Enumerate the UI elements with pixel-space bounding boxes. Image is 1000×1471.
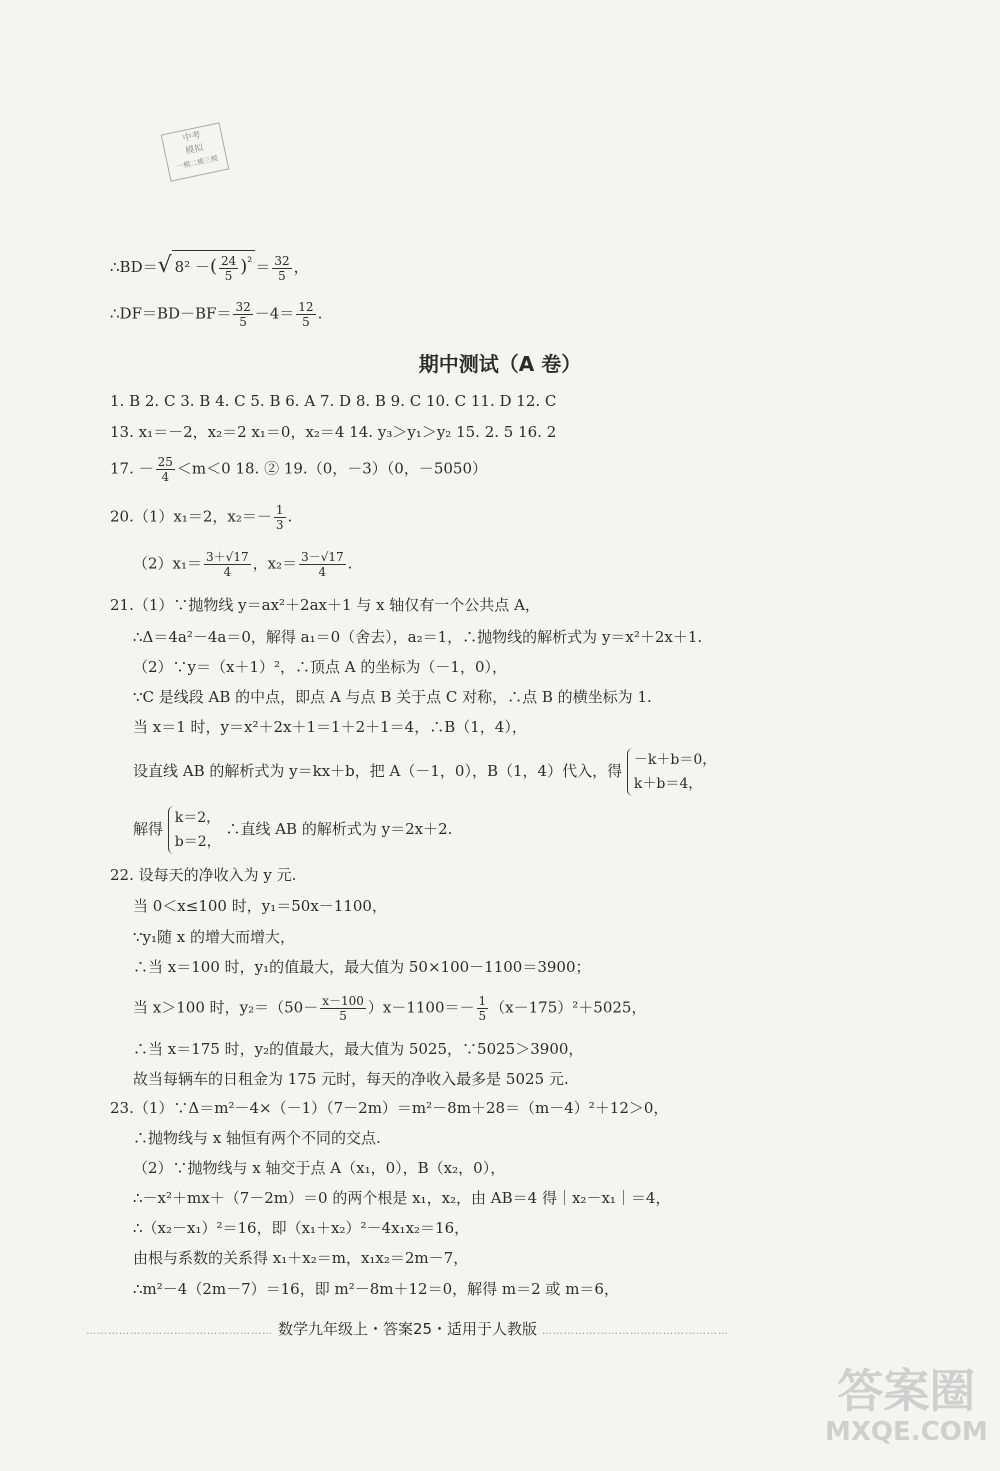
- system-brace-2: k＝2， b＝2，: [168, 806, 221, 854]
- bd-equation: ∴BD＝√ 8² －( $\frac{24}{5}$ )$^{^2}$ ＝ $\frac{32}{5}$ ，: [110, 250, 309, 283]
- page-footer: …………………………………………… 数学九年级上・答案25・适用于人教版 ……………………………………………: [86, 1320, 729, 1338]
- q21-line-3: （2）∵y＝（x＋1）²，∴顶点 A 的坐标为（－1，0），: [133, 658, 507, 676]
- footer-text: 数学九年级上・答案25・适用于人教版: [277, 1320, 538, 1338]
- q22-line-3: ∵y₁随 x 的增大而增大，: [133, 928, 296, 946]
- answer-20-1: 20.（1）x₁＝2，x₂＝－ $\frac{1}{3}$ .: [110, 503, 293, 532]
- q22-line-2: 当 0＜x≤100 时，y₁＝50x－1100，: [133, 897, 387, 915]
- q23-line-4: ∴－x²＋mx＋（7－2m）＝0 的两个根是 x₁，x₂，由 AB＝4 得｜x₂－x₁｜＝4，: [133, 1189, 671, 1207]
- watermark-logo: 答案圈 MXQE.COM: [825, 1364, 988, 1447]
- q23-line-7: ∴m²－4（2m－7）＝16，即 m²－8m＋12＝0，解得 m＝2 或 m＝6，: [133, 1280, 619, 1298]
- q21-line-6: 设直线 AB 的解析式为 y＝kx＋b，把 A（－1，0），B（1，4）代入，得 －k＋b＝0， k＋b＝4，: [133, 748, 716, 796]
- q22-line-4: ∴当 x＝100 时，y₁的值最大，最大值为 50×100－1100＝3900；: [133, 958, 591, 976]
- df-equation: ∴DF＝BD－BF＝ $\frac{32}{5}$ －4＝ $\frac{12}{5}$ .: [110, 300, 323, 329]
- answers-13-16: 13. x₁＝－2，x₂＝2 x₁＝0，x₂＝4 14. y₃＞y₁＞y₂ 15. 2. 5 16. 2: [110, 423, 557, 441]
- corner-stamp: 中考 模拟 一模二模三模: [161, 122, 230, 181]
- section-title: 期中测试（A 卷）: [418, 352, 582, 376]
- answers-1-12: 1. B 2. C 3. B 4. C 5. B 6. A 7. D 8. B 9. C 10. C 11. D 12. C: [110, 392, 557, 410]
- q22-line-6: ∴当 x＝175 时，y₂的值最大，最大值为 5025，∵5025＞3900，: [133, 1040, 584, 1058]
- q23-line-5: ∴（x₂－x₁）²＝16，即（x₁＋x₂）²－4x₁x₂＝16，: [133, 1219, 470, 1237]
- q21-line-1: 21.（1）∵抛物线 y＝ax²＋2ax＋1 与 x 轴仅有一个公共点 A，: [110, 596, 540, 614]
- q23-line-2: ∴抛物线与 x 轴恒有两个不同的交点.: [133, 1129, 381, 1147]
- answer-20-2: （2）x₁＝ $\frac{3+√17}{4}$ ，x₂＝ $\frac{3-√17}{4}$ .: [133, 550, 353, 579]
- q22-line-1: 22. 设每天的净收入为 y 元.: [110, 866, 297, 884]
- q23-line-6: 由根与系数的关系得 x₁＋x₂＝m，x₁x₂＝2m－7，: [133, 1249, 469, 1267]
- q22-line-7: 故当每辆车的日租金为 175 元时，每天的净收入最多是 5025 元.: [133, 1070, 569, 1088]
- q21-line-4: ∵C 是线段 AB 的中点，即点 A 与点 B 关于点 C 对称，∴点 B 的横坐标为 1.: [133, 688, 652, 706]
- system-brace-1: －k＋b＝0， k＋b＝4，: [627, 748, 716, 796]
- answers-17-19: 17. － $\frac{25}{4}$ ＜m＜0 18. ② 19.（0，－3）（0，－5050）: [110, 455, 487, 484]
- q21-line-5: 当 x＝1 时，y＝x²＋2x＋1＝1＋2＋1＝4，∴B（1，4），: [133, 718, 527, 736]
- q21-line-7: 解得 k＝2， b＝2， ∴直线 AB 的解析式为 y＝2x＋2.: [133, 806, 452, 854]
- q23-line-1: 23.（1）∵Δ＝m²－4×（－1）（7－2m）＝m²－8m＋28＝（m－4）²＋12＞0，: [110, 1099, 669, 1117]
- q23-line-3: （2）∵抛物线与 x 轴交于点 A（x₁，0），B（x₂，0），: [133, 1159, 506, 1177]
- q22-line-5: 当 x＞100 时，y₂＝（50－ $\frac{x-100}{5}$ ）x－1100＝－ $\frac{1}{5}$ （x－175）²＋5025，: [133, 994, 647, 1023]
- q21-line-2: ∴Δ＝4a²－4a＝0，解得 a₁＝0（舍去），a₂＝1，∴抛物线的解析式为 y＝x²＋2x＋1.: [133, 628, 703, 646]
